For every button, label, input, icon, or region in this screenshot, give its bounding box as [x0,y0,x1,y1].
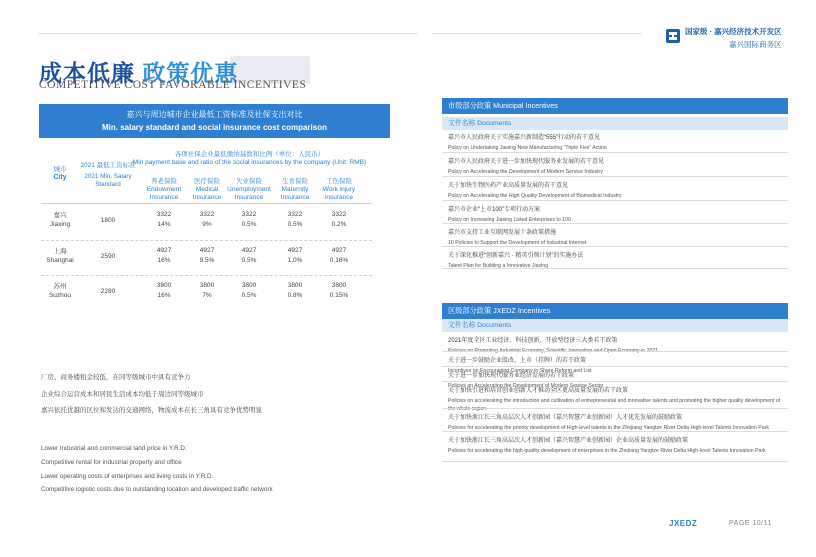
policy-title-cn: 关于进一步鼓励企业股改、上市（挂牌）的若干政策 [448,358,587,364]
insurance-header-en: Insurance [149,194,179,202]
district-subheader: 文件名称 Documents [442,319,788,332]
table-row-city [41,211,79,229]
insurance-header-cn: 生育保险 [282,178,308,185]
policy-title-en: Policy on Accelerating the Development of Modern Service Industry [448,169,603,175]
advantage-cn-item: 企业综合运营成本和居民生活成本均低于周边同等级城市 [41,390,204,398]
city-name-en: Jiaxing [49,221,71,229]
policy-divider [442,408,788,409]
insurance-rate: 9.5% [199,257,215,265]
insurance-rate: 0.5% [241,257,257,265]
insurance-cell [142,281,186,301]
insurance-base: 3800 [199,282,215,289]
payment-header [132,151,367,167]
insurance-header-en: Endowment [146,186,182,194]
advantage-en-item: Lower operating costs of enterprises and living costs in Y.R.D. [41,472,214,480]
footer-brand: JXEDZ [669,519,698,528]
district-policy-item [442,435,788,455]
min-salary-header-cn: 2021 最低工资标准 [80,162,136,169]
advantages-en-list [41,442,273,497]
insurance-rate: 0.8% [287,292,303,300]
insurance-cell [273,210,317,230]
policy-title-en: Policies on Promoting Industrial Economy, Scientific Innovation and Open Economy in 2021 [448,348,659,354]
insurance-rate: 0.16% [329,257,349,265]
insurance-rate: 1.0% [287,257,303,265]
min-salary-header-en: 2021 Min. Salary Standard [84,173,132,188]
insurance-cell [142,210,186,230]
city-header-cn: 城市 [53,166,67,173]
municipal-subheader: 文件名称 Documents [442,117,788,130]
min-salary-value: 2280 [100,288,116,295]
insurance-header [314,178,364,202]
page-title-main: 成本低廉 [39,60,135,86]
insurance-header-cn: 医疗保险 [194,178,220,185]
logo-mark-icon [666,29,680,43]
policy-title-cn: 关于进一步加快现代服务业经济发展的若干政策 [448,373,575,379]
policy-divider [442,461,788,462]
insurance-rate: 7% [202,292,212,300]
policy-divider [442,268,788,269]
insurance-cell [317,210,361,230]
policy-title-en: Policies for accelerating the high-quality development of enterprises in the Zhejiang Yangtze River Delta High-level Talents Innovation Park [448,448,766,454]
advantages-cn-list [41,370,262,420]
city-name-en: Suzhou [48,292,72,300]
min-salary-header [78,162,138,189]
insurance-header-en: Insurance [234,194,264,202]
logo-line-2: 嘉兴国际商务区 [729,40,782,49]
insurance-header-en: Insurance [280,194,310,202]
policy-divider [442,246,788,247]
top-divider-right [432,33,642,34]
municipal-policy-item [442,227,788,247]
insurance-cell [317,246,361,266]
city-header-en: City [53,174,67,182]
policy-divider [442,431,788,432]
insurance-header-en: Insurance [192,194,222,202]
insurance-header-cn: 失业保险 [236,178,262,185]
min-salary-value: 2590 [100,253,116,260]
insurance-cell [142,246,186,266]
table-row-city [41,247,79,265]
policy-title-cn: 关于加快浙江长三角高层次人才创新园（嘉兴智慧产业创新园）企业高质量发展的鼓励政策 [448,438,689,444]
insurance-base: 3322 [156,211,172,218]
salary-table-header [39,104,390,138]
municipal-header: 市级部分政策 Municipal Incentives [442,98,788,114]
insurance-base: 3322 [331,211,347,218]
insurance-rate: 0.2% [331,221,347,229]
insurance-header-en: Medical [195,186,219,194]
top-divider-left [38,33,418,34]
advantage-cn-item: 嘉兴依托优越的区位和发达的交通网络，物流成本在长三角具有竞争优势明显 [41,407,262,414]
policy-title-cn: 关于加快引进和培育创业创新人才推动全区更高质量发展的若干政策 [448,388,629,394]
insurance-cell [227,281,271,301]
page-title-accent: 政策优惠 [142,60,239,86]
insurance-base: 4927 [156,247,172,254]
policy-title-cn: 2021年度全区工业经济、科技创新、开放型经济三大类若干政策 [448,338,618,344]
footer-page-number: PAGE 10/11 [729,520,772,527]
payment-header-en: Min payment base and ratio of the social insurances by the company (Unit: RMB) [132,159,367,167]
district-header: 区级部分政策 JXEDZ Incentives [442,303,788,319]
insurance-base: 3800 [241,282,257,289]
municipal-policy-item [442,204,788,224]
insurance-rate: 14% [157,221,171,229]
insurance-base: 4927 [331,247,347,254]
insurance-rate: 0.5% [241,221,257,229]
insurance-base: 3322 [287,211,303,218]
city-name-cn: 嘉兴 [53,212,67,219]
salary-table-title-cn: 嘉兴与周边城市企业最低工资标准及社保支出对比 [126,110,303,119]
insurance-base: 4927 [287,247,303,254]
district-policy-item [442,335,788,355]
municipal-policy-item [442,132,788,152]
insurance-header-en: insurance [324,194,354,202]
city-name-cn: 苏州 [53,283,67,290]
insurance-cell [227,246,271,266]
advantage-en-item: Lower Industrial and commercial land price in Y.R.D. [41,445,187,452]
insurance-base: 3322 [199,211,215,218]
insurance-rate: 0.5% [287,221,303,229]
municipal-policy-item [442,180,788,200]
insurance-header-cn: 工伤保险 [326,178,352,185]
insurance-header-en: Work injury [322,186,356,194]
min-salary-value: 1800 [100,217,116,224]
policy-title-en: Policy on Accelerating the High Quality Development of Biomedical Industry [448,193,622,199]
insurance-cell [227,210,271,230]
insurance-base: 3322 [241,211,257,218]
page-title-en: COMPETITIVE COST FAVORABLE INCENTIVES [39,79,307,91]
policy-divider [442,176,788,177]
municipal-policy-item [442,156,788,176]
policy-title-cn: 嘉兴市企业“上市100”专项行动方案 [448,207,541,213]
table-rule [41,240,372,241]
district-policy-item [442,412,788,432]
insurance-header-en: Unemployment [227,186,271,194]
header-logo [666,26,782,50]
insurance-header-cn: 养老保险 [151,178,177,185]
policy-title-cn: 关于深化推进“创新嘉兴 · 精英引领计划”的实施办法 [448,253,584,259]
policy-divider [442,351,788,352]
insurance-rate: 16% [157,292,171,300]
policy-title-en: 10 Policies to Support the Development of Industrial Internet [448,240,587,246]
advantage-cn-item: 厂房、商务楼租金较低，在同等级城市中具有竞争力 [41,374,191,381]
table-rule [41,203,372,204]
insurance-cell [185,281,229,301]
insurance-base: 4927 [199,247,215,254]
insurance-cell [185,246,229,266]
policy-divider [442,152,788,153]
policy-title-en: Talent Plan for Building a Innovative Jiaxing [448,263,549,269]
policy-title-cn: 嘉兴市支持工业互联网发展十条政策措施 [448,230,557,236]
policy-divider [442,223,788,224]
insurance-rate: 9% [202,221,212,229]
insurance-rate: 16% [157,257,171,265]
insurance-cell [185,210,229,230]
advantage-en-item: Competitive logistic costs due to outstanding location and developed traffic network [41,486,273,494]
policy-title-en: Policies on accelerating the introduction and cultivation of entrepreneurial and innovative talents and promoting the higher quality development of the whole region [448,398,781,413]
city-name-cn: 上海 [53,248,67,255]
policy-divider [442,366,788,367]
table-row-city [41,282,79,300]
city-header [41,166,79,183]
insurance-base: 4927 [241,247,257,254]
insurance-base: 3800 [287,282,303,289]
policy-divider [442,200,788,201]
insurance-cell [273,246,317,266]
insurance-base: 3800 [156,282,172,289]
insurance-rate: 0.15% [329,292,349,300]
policy-title-en: Policies on Accelerating the Development of Modern Service Sector [448,383,604,389]
advantage-en-item: Competitive rental for industrial property and office [41,458,182,466]
policy-divider [442,381,788,382]
policy-title-cn: 关于加快浙江长三角高层次人才创新园（嘉兴智慧产业创新园）人才优先发展的鼓励政策 [448,415,683,421]
policy-title-en: Incentives on Encouraging Company in Share Reform and List [448,368,592,374]
policy-title-cn: 关于加快生物医药产业高质量发展的若干意见 [448,183,569,189]
insurance-header [270,178,320,202]
insurance-cell [273,281,317,301]
logo-line-1: 国家级 · 嘉兴经济技术开发区 [685,27,782,36]
insurance-cell [317,281,361,301]
policy-title-cn: 嘉兴市人民政府关于进一步加快现代服务业发展的若干意见 [448,159,605,165]
table-rule [41,275,372,276]
policy-title-en: Policies for accelerating the priority development of High-level talents in the Zhejiang Yangtze River Delta High-level Talents Innovation Park [448,425,769,431]
policy-title-en: Policy on Increasing Jiaxing Listed Enterprises to 100 [448,217,571,223]
policy-title-en: Policy on Undertaking Jiaxing New Manufacturing “Triple Five” Action [448,145,607,151]
insurance-header [224,178,274,202]
city-name-en: Shanghai [46,257,74,265]
payment-header-cn: 各项社保企业最低缴纳基数和比例（单位：人民币） [174,151,325,158]
salary-table-title-en: Min. salary standard and social insurance cost comparison [102,123,327,132]
insurance-header-en: Maternity [281,186,309,194]
insurance-base: 3800 [331,282,347,289]
insurance-rate: 0.5% [241,292,257,300]
policy-title-cn: 嘉兴市人民政府关于实施嘉兴新制造“555”行动的若干意见 [448,135,601,141]
